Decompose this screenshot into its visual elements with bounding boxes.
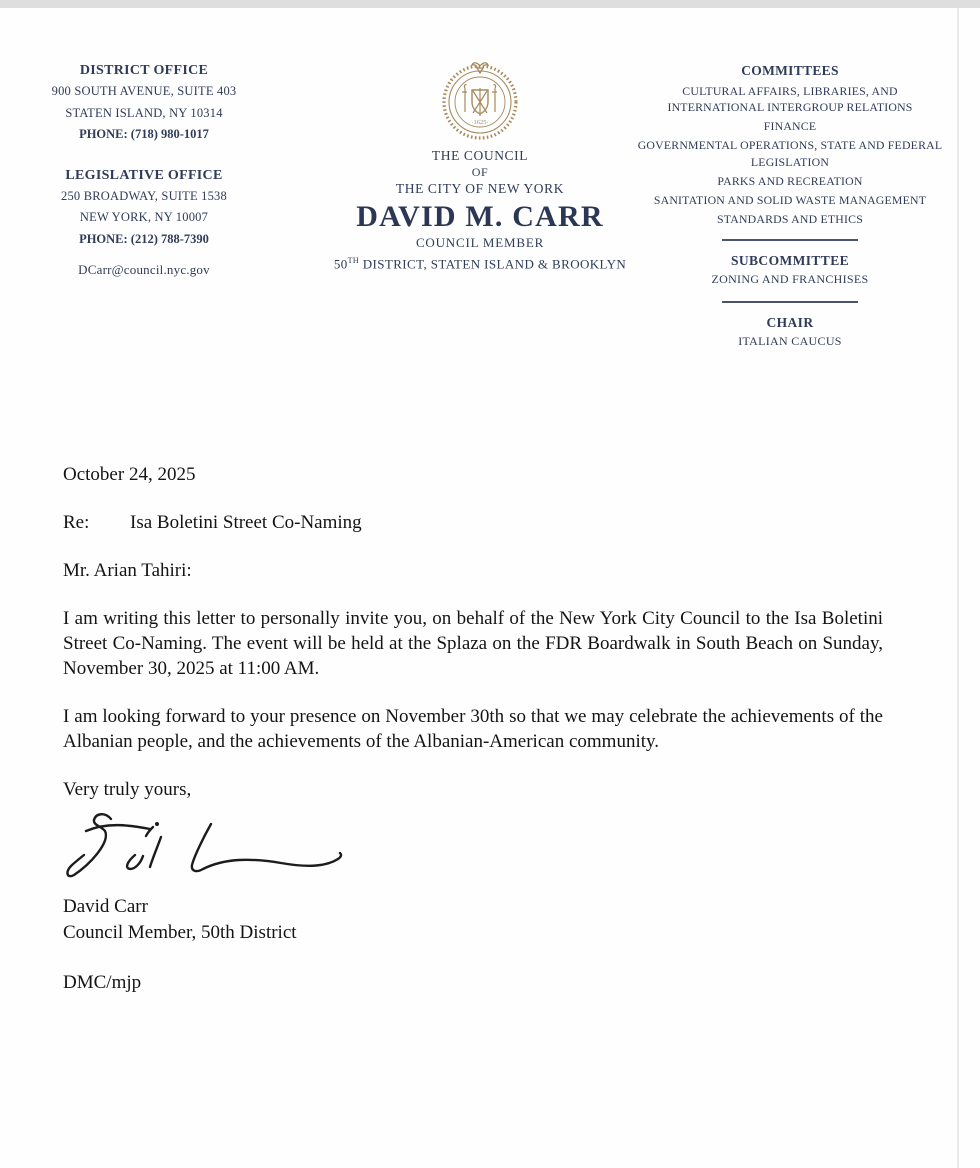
letter-date: October 24, 2025: [63, 464, 196, 485]
district-office-title: DISTRICT OFFICE: [79, 63, 209, 78]
committees-title: COMMITTEES: [741, 63, 839, 78]
identity-column: [330, 58, 630, 273]
signer-name: David Carr: [63, 896, 148, 917]
committee-item: STANDARDS AND ETHICS: [717, 211, 863, 226]
salutation: Mr. Arian Tahiri:: [63, 560, 192, 581]
district-office-block: [38, 60, 250, 146]
committee-item: CULTURAL AFFAIRS, LIBRARIES, AND INTERNATIONAL INTERGROUP RELATIONS: [667, 83, 913, 114]
closing: Very truly yours,: [63, 779, 192, 800]
council-member-email: DCarr@council.nyc.gov: [78, 262, 210, 277]
district-office-address1: 900 SOUTH AVENUE, SUITE 403: [51, 84, 237, 98]
signature-image: [53, 808, 883, 894]
body-paragraph-2: I am looking forward to your presence on November 30th so that we may celebrate the achievements of the Albanian people, and the achievements of the Albanian-American community.: [63, 706, 883, 752]
org-line-1: THE COUNCIL: [431, 148, 529, 163]
legislative-office-block: [38, 165, 250, 251]
letter-body: [63, 462, 883, 995]
signer-title: Council Member, 50th District: [63, 922, 297, 943]
nyc-council-seal-icon: [439, 58, 521, 142]
chair-title: CHAIR: [766, 315, 814, 330]
org-line-3: THE CITY OF NEW YORK: [395, 181, 565, 196]
letterhead: [0, 0, 980, 360]
committee-item: FINANCE: [763, 119, 817, 133]
chair-item: ITALIAN CAUCUS: [738, 334, 842, 348]
reference-initials: DMC/mjp: [63, 972, 142, 993]
legislative-office-title: LEGISLATIVE OFFICE: [65, 167, 223, 183]
org-line-2: OF: [471, 165, 489, 179]
council-member-name: DAVID M. CARR: [356, 200, 604, 233]
council-member-role: COUNCIL MEMBER: [415, 235, 545, 250]
re-label: Re:: [63, 512, 90, 533]
subcommittee-title: SUBCOMMITTEE: [730, 253, 850, 268]
separator-line: [722, 301, 858, 303]
legislative-office-address2: NEW YORK, NY 10007: [79, 210, 209, 224]
re-line: [63, 510, 883, 535]
re-subject: Isa Boletini Street Co-Naming: [130, 512, 362, 533]
committees-column: [636, 62, 944, 351]
district-office-address2: STATEN ISLAND, NY 10314: [65, 105, 223, 120]
committee-item: GOVERNMENTAL OPERATIONS, STATE AND FEDERAL LEGISLATION: [637, 138, 943, 169]
separator-line: [722, 239, 858, 241]
offices-column: [38, 60, 250, 278]
legislative-office-address1: 250 BROADWAY, SUITE 1538: [61, 188, 227, 203]
committee-item: PARKS AND RECREATION: [717, 173, 863, 188]
legislative-office-phone: PHONE: (212) 788-7390: [79, 231, 209, 246]
district-office-phone: PHONE: (718) 980-1017: [79, 127, 209, 141]
body-paragraph-1: I am writing this letter to personally invite you, on behalf of the New York City Council to the Isa Boletini Street Co-Naming. The event will be held at the Splaza on the FDR Boardwalk in South Beach on Sunday, November 30, 2025 at 11:00 AM.: [63, 608, 883, 679]
seal-year: ·1625·: [471, 119, 489, 126]
committee-item: SANITATION AND SOLID WASTE MANAGEMENT: [653, 192, 927, 207]
council-member-district: 50TH DISTRICT, STATEN ISLAND & BROOKLYN: [333, 256, 627, 272]
subcommittee-item: ZONING AND FRANCHISES: [711, 272, 869, 286]
